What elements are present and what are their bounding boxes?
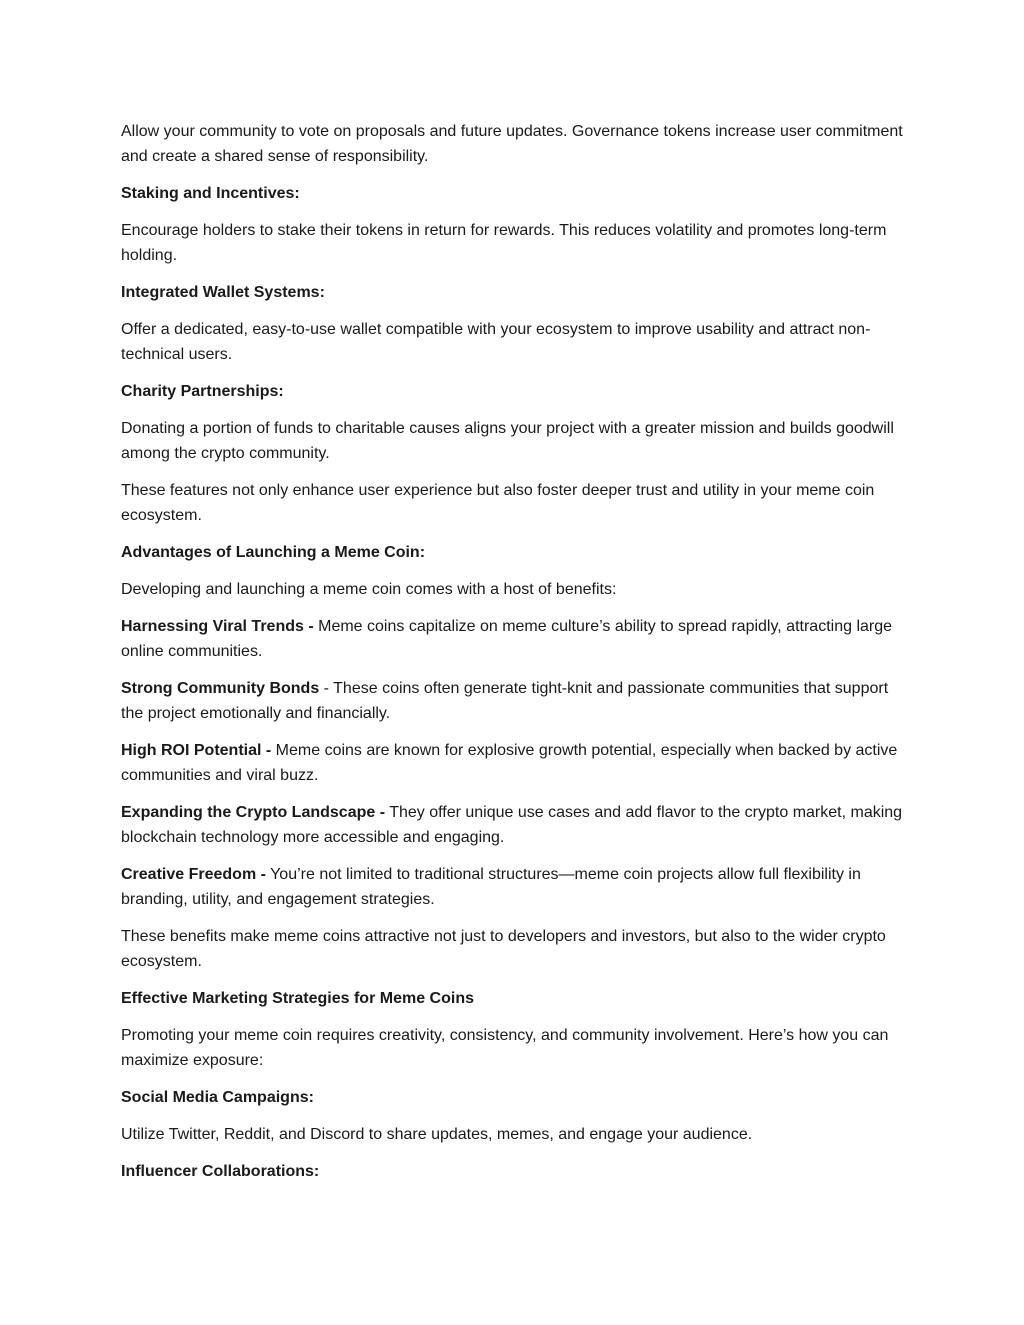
heading-advantages: Advantages of Launching a Meme Coin:: [121, 544, 426, 561]
paragraph-features-summary: These features not only enhance user experience but also foster deeper trust and utility in your meme coin ecosystem.: [121, 482, 875, 524]
benefit-lead: Harnessing Viral Trends -: [121, 618, 314, 635]
benefit-lead: Creative Freedom -: [121, 866, 266, 883]
benefit-crypto-landscape: [121, 800, 905, 850]
paragraph-benefits-summary: These benefits make meme coins attractive not just to developers and investors, but also to the wider crypto ecosystem.: [121, 928, 886, 970]
benefit-roi-potential: [121, 738, 905, 788]
benefit-text: They offer unique use cases and add flavor to the crypto market, making blockchain technology more accessible and engaging.: [121, 804, 903, 846]
benefit-text: - These coins often generate tight-knit and passionate communities that support the project emotionally and financially.: [121, 680, 889, 722]
heading-influencer: Influencer Collaborations:: [121, 1163, 320, 1180]
paragraph-marketing-intro: Promoting your meme coin requires creativity, consistency, and community involvement. Here’s how you can maximize exposure:: [121, 1027, 889, 1069]
paragraph-advantages-intro: Developing and launching a meme coin comes with a host of benefits:: [121, 581, 617, 598]
paragraph-social-media: Utilize Twitter, Reddit, and Discord to share updates, memes, and engage your audience.: [121, 1126, 753, 1143]
benefit-lead: High ROI Potential -: [121, 742, 272, 759]
benefit-lead: Strong Community Bonds: [121, 680, 320, 697]
heading-wallet: Integrated Wallet Systems:: [121, 284, 325, 301]
heading-staking: Staking and Incentives:: [121, 185, 300, 202]
benefit-creative-freedom: [121, 862, 905, 912]
benefit-text: Meme coins capitalize on meme culture’s ability to spread rapidly, attracting large online communities.: [121, 618, 893, 660]
paragraph-charity: Donating a portion of funds to charitable causes aligns your project with a greater mission and builds goodwill among the crypto community.: [121, 420, 894, 462]
benefit-text: Meme coins are known for explosive growth potential, especially when backed by active communities and viral buzz.: [121, 742, 898, 784]
heading-marketing: Effective Marketing Strategies for Meme Coins: [121, 990, 474, 1007]
benefit-community-bonds: [121, 676, 905, 726]
heading-charity: Charity Partnerships:: [121, 383, 284, 400]
paragraph-governance: Allow your community to vote on proposals and future updates. Governance tokens increase user commitment and create a shared sense of responsibility.: [121, 123, 903, 165]
paragraph-wallet: Offer a dedicated, easy-to-use wallet compatible with your ecosystem to improve usability and attract non-technical users.: [121, 321, 871, 363]
benefit-viral-trends: [121, 614, 905, 664]
heading-social-media: Social Media Campaigns:: [121, 1089, 314, 1106]
benefit-lead: Expanding the Crypto Landscape -: [121, 804, 386, 821]
document-page: [121, 119, 905, 1196]
benefit-text: You’re not limited to traditional structures—meme coin projects allow full flexibility in branding, utility, and engagement strategies.: [121, 866, 861, 908]
paragraph-staking: Encourage holders to stake their tokens in return for rewards. This reduces volatility and promotes long-term holding.: [121, 222, 887, 264]
